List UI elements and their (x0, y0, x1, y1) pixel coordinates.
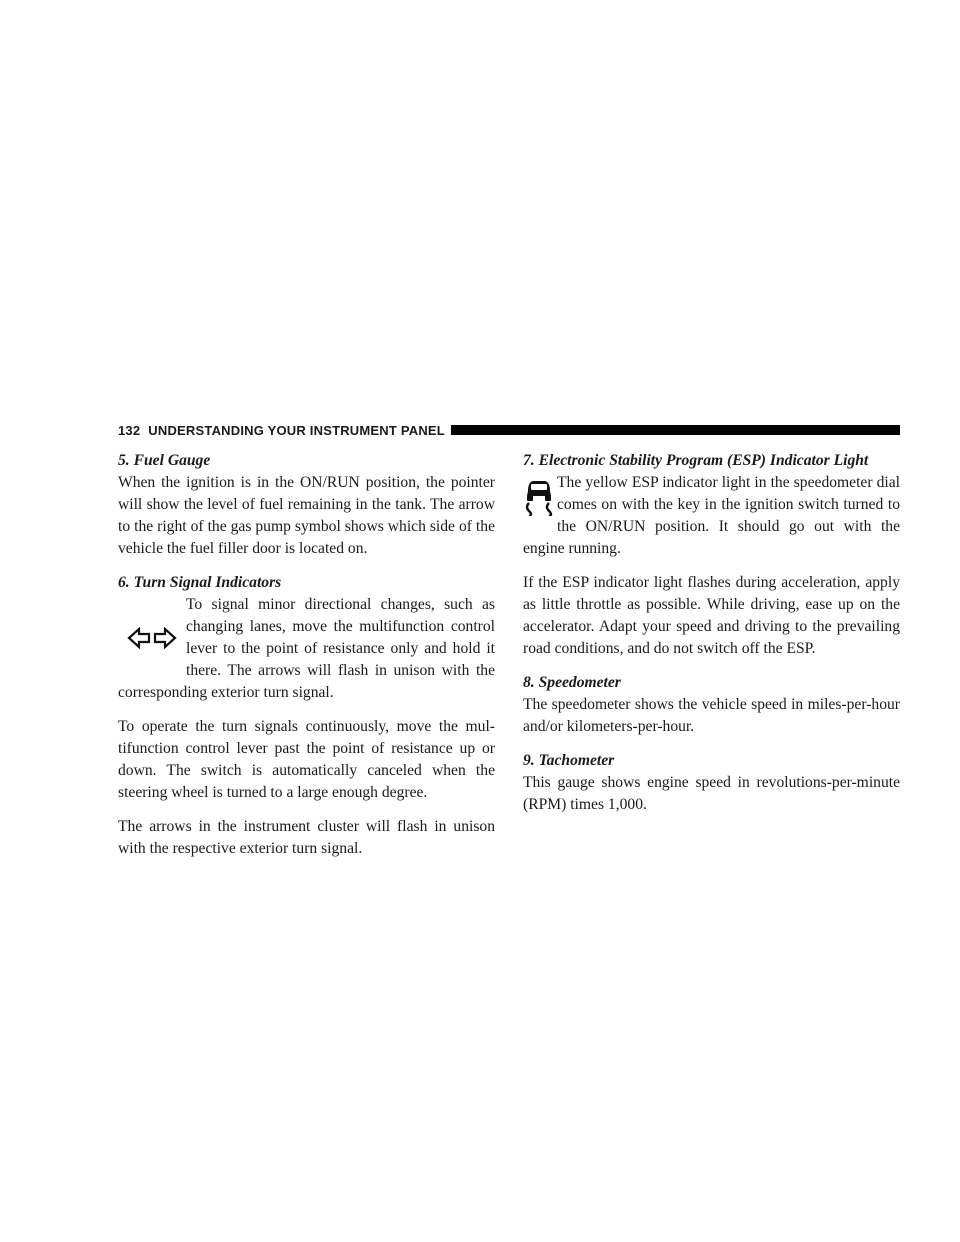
speedometer-text: The speedometer shows the vehicle speed in miles-per-hour and/or kilometers-per-hour. (523, 696, 900, 735)
page-number: 132 (118, 422, 141, 438)
fuel-gauge-heading: 5. Fuel Gauge (118, 452, 211, 469)
esp-heading: 7. Electronic Stability Program (ESP) Indicator Light (523, 452, 869, 469)
page-header (118, 421, 900, 439)
section-tachometer (523, 750, 900, 816)
section-esp (523, 450, 900, 660)
turn-signal-text-2: To operate the turn signals continuously, move the mul-tifunction control lever past the point of resistance up or down. The switch is automatically canceled when the steering wheel is turned to a large enough degree. (118, 718, 495, 801)
section-turn-signals (118, 572, 495, 860)
right-column (523, 450, 900, 828)
turn-signal-heading: 6. Turn Signal Indicators (118, 574, 282, 591)
tachometer-heading: 9. Tachometer (523, 752, 615, 769)
esp-skid-car-icon (521, 472, 557, 538)
turn-signal-text-3: The arrows in the instrument cluster will flash in unison with the respective exterior turn signal. (118, 818, 495, 857)
header-rule (451, 425, 900, 435)
left-column (118, 450, 495, 872)
esp-text-2: If the ESP indicator light flashes during acceleration, apply as little throttle as possible. While driving, ease up on the accelerator. Adapt your speed and driving to the prevailing road conditions, and do not switch off the ESP. (523, 574, 900, 657)
section-fuel-gauge (118, 450, 495, 560)
esp-text-1: The yellow ESP indicator light in the speedometer dial comes on with the key in the ignition switch turned to the ON/RUN position. It should go out with the engine running. (523, 474, 900, 557)
section-speedometer (523, 672, 900, 738)
fuel-gauge-text: When the ignition is in the ON/RUN position, the pointer will show the level of fuel remaining in the tank. The arrow to the right of the gas pump symbol shows which side of the vehicle the fuel filler door is located on. (118, 474, 495, 557)
speedometer-heading: 8. Speedometer (523, 674, 621, 691)
turn-signal-arrows-icon (118, 594, 186, 682)
chapter-title: UNDERSTANDING YOUR INSTRUMENT PANEL (148, 422, 445, 438)
turn-signal-text-1: To signal minor directional changes, such as changing lanes, move the multifunction control lever to the point of resistance only and hold it there. The arrows will flash in unison with the corresponding exterior turn signal. (118, 596, 495, 701)
tachometer-text: This gauge shows engine speed in revolutions-per-minute (RPM) times 1,000. (523, 774, 900, 813)
